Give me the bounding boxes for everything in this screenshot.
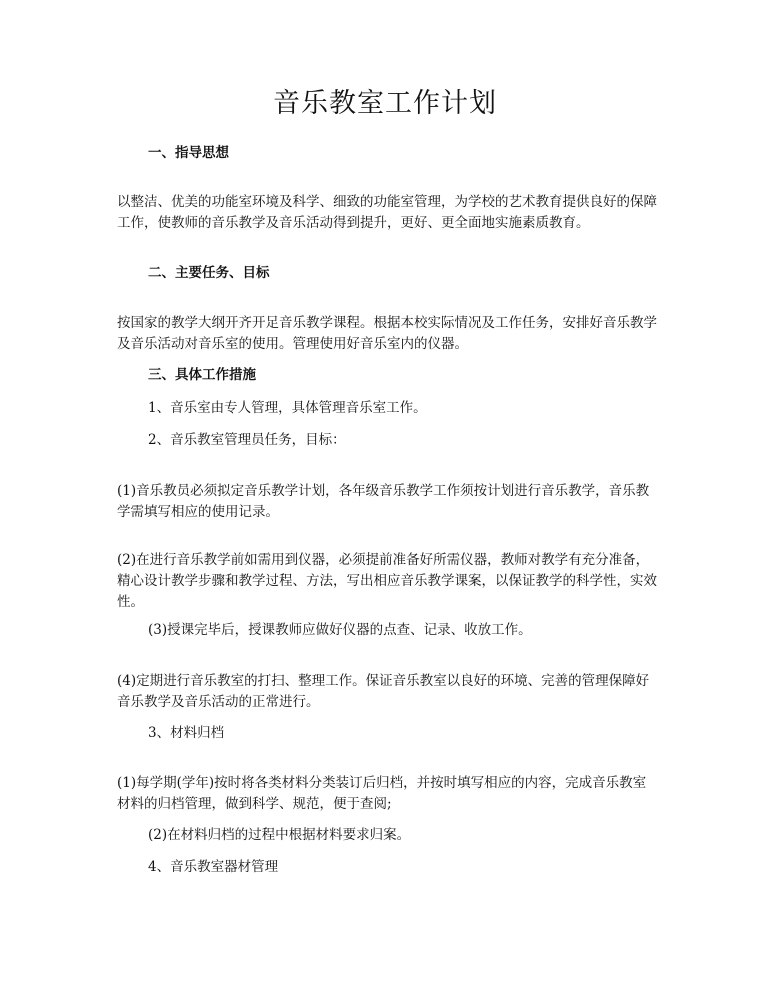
list-item-measure-3: 3、材料归档	[148, 725, 225, 741]
section-heading-main-tasks: 二、主要任务、目标	[148, 265, 270, 281]
list-item-archive-2: (2)在材料归档的过程中根据材料要求归案。	[148, 827, 411, 843]
page-title: 音乐教室工作计划	[273, 88, 497, 119]
paragraph-sub-item-1: (1)音乐教员必须拟定音乐教学计划，各年级音乐教学工作须按计划进行音乐教学，音乐教学需填写相应的使用记录。	[117, 483, 650, 520]
section-heading-measures: 三、具体工作措施	[148, 367, 256, 383]
paragraph-guiding-ideology: 以整洁、优美的功能室环境及科学、细致的功能室管理，为学校的艺术教育提供良好的保障工作，使教师的音乐教学及音乐活动得到提升，更好、更全面地实施素质教育。	[117, 194, 657, 231]
paragraph-archive-1: (1)每学期(学年)按时将各类材料分类装订后归档，并按时填写相应的内容，完成音乐教室材料的归档管理，做到科学、规范，便于查阅;	[117, 775, 647, 812]
list-item-sub-3: (3)授课完毕后，授课教师应做好仪器的点查、记录、收放工作。	[148, 622, 532, 638]
paragraph-main-tasks: 按国家的教学大纲开齐开足音乐教学课程。根据本校实际情况及工作任务，安排好音乐教学及音乐活动对音乐室的使用。管理使用好音乐室内的仪器。	[117, 315, 657, 352]
list-item-measure-4: 4、音乐教室器材管理	[148, 859, 279, 875]
paragraph-sub-item-2: (2)在进行音乐教学前如需用到仪器，必须提前准备好所需仪器，教师对教学有充分准备，精心设计教学步骤和教学过程、方法，写出相应音乐教学课案，以保证教学的科学性，实效性。	[117, 552, 657, 610]
section-heading-guiding-ideology: 一、指导思想	[148, 145, 229, 161]
list-item-measure-1: 1、音乐室由专人管理，具体管理音乐室工作。	[148, 400, 427, 416]
list-item-measure-2: 2、音乐教室管理员任务，目标：	[148, 432, 346, 448]
paragraph-sub-item-4: (4)定期进行音乐教室的打扫、整理工作。保证音乐教室以良好的环境、完善的管理保障好音乐教学及音乐活动的正常进行。	[117, 673, 650, 710]
